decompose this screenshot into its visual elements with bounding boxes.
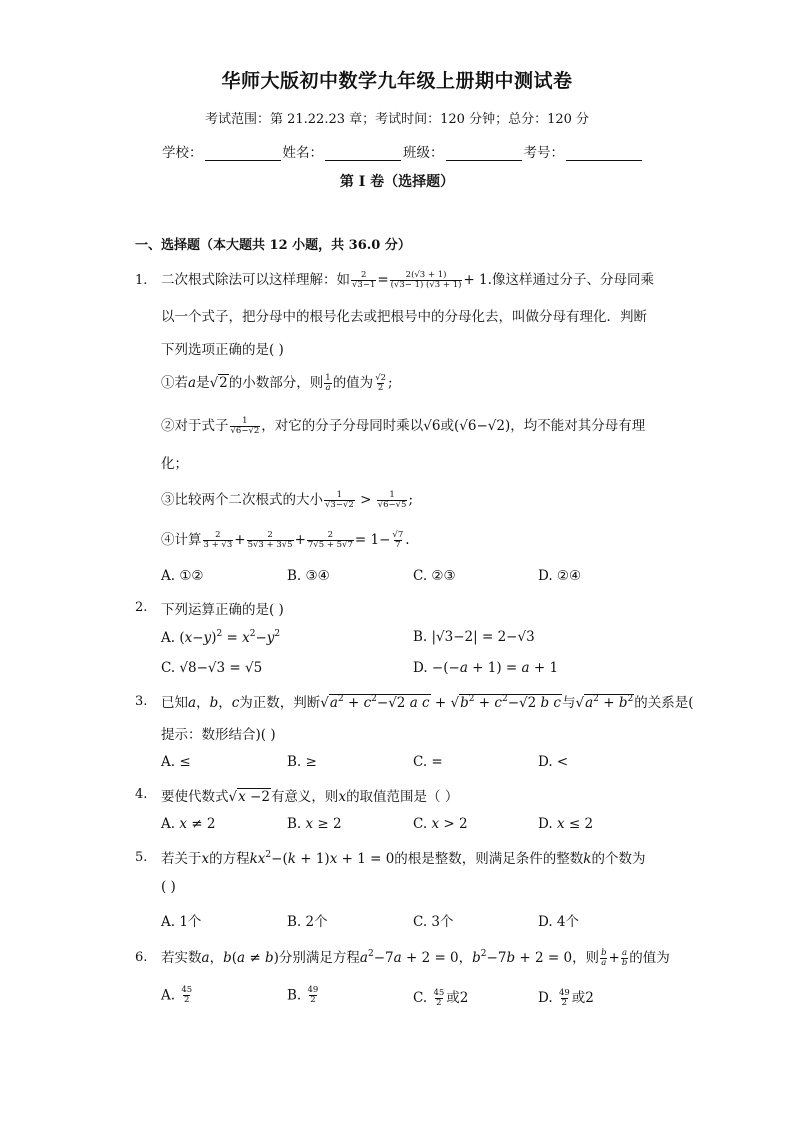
- q4-option-b[interactable]: B. x ≥ 2: [287, 816, 342, 832]
- q4-option-d[interactable]: D. x ≤ 2: [538, 816, 594, 832]
- q6-text-4: 的值为: [629, 950, 670, 966]
- question-1-number: 1.: [135, 273, 148, 288]
- q3-option-a[interactable]: A. ≤: [161, 754, 191, 770]
- q1-s1-text-4: 的值为: [332, 375, 374, 391]
- q4-option-a[interactable]: A. x ≠ 2: [161, 816, 216, 832]
- school-field[interactable]: [205, 147, 281, 161]
- name-field[interactable]: [325, 147, 401, 161]
- q1-s2-text: ②对于式子: [161, 418, 229, 434]
- q1-option-c[interactable]: C. ②③: [413, 568, 456, 584]
- q6-option-b[interactable]: B. $\frac{49}{2}$: [287, 985, 319, 1006]
- q5-option-c[interactable]: C. 3个: [413, 914, 454, 930]
- question-1-statement-3: ③比较两个二次根式的大小 $\frac{1}{√3-√2}$ > $\frac{1}{√6-√5}$ ;: [161, 489, 414, 510]
- question-4-stem: 要使代数式√x −2有意义，则x的取值范围是（ ）: [161, 789, 459, 805]
- q4-text-3: 的取值范围是（ ）: [346, 789, 459, 805]
- q1-option-d[interactable]: D. ②④: [538, 568, 582, 584]
- q3-text-4: 的关系是(: [634, 695, 694, 711]
- student-info-row: [162, 141, 644, 161]
- q2-option-a[interactable]: A. $(x-y)^2 = x^2-y^2$: [161, 629, 281, 646]
- q5-option-d[interactable]: D. 4个: [538, 914, 580, 930]
- q4-text-2: 有意义，则: [270, 789, 339, 805]
- q5-option-a[interactable]: A. 1个: [161, 914, 202, 930]
- q1-s2-text-2: ，对它的分子分母同时乘以: [261, 418, 424, 434]
- question-4-number: 4.: [135, 787, 148, 802]
- question-1-statement-4: ④计算 $\frac{2}{3 + √3}$ + $\frac{2}{5√3 + 3√5}$ + $\frac{2}{7√5 + 5√7}$ = 1− $\frac{√7}{7}$ .: [161, 529, 410, 550]
- name-label: 姓名：: [282, 145, 323, 161]
- q6-option-d[interactable]: D. $\frac{49}{2}$ 或2: [538, 987, 594, 1008]
- question-1-line-1: 二次根式除法可以这样理解：如 $\frac{2}{√3-1}$ = $\frac{2(√3 + 1)}{(√3- 1) (√3 + 1)}$ + 1.像这样通过分子、分母同乘: [161, 269, 654, 290]
- q1-s4-text: ④计算: [161, 532, 202, 548]
- q6-option-d-or: 或2: [571, 990, 594, 1006]
- q3-text: 已知: [161, 695, 188, 711]
- question-1-line-2: 以一个式子，把分母中的根号化去或把根号中的分母化去，叫做分母有理化．判断: [161, 309, 647, 325]
- q5-text: 若关于: [161, 851, 202, 867]
- school-label: 学校：: [162, 145, 203, 161]
- question-1-line-3: 下列选项正确的是( ): [161, 342, 284, 358]
- q5-text-4: 的个数为: [591, 851, 646, 867]
- q3-text-2: 为正数，判断: [239, 695, 321, 711]
- q4-option-c[interactable]: C. x > 2: [413, 816, 468, 832]
- question-3-number: 3.: [135, 694, 148, 709]
- q3-text-3: 与: [562, 695, 576, 711]
- class-field[interactable]: [446, 147, 522, 161]
- q6-text: 若实数: [161, 950, 202, 966]
- question-5-line-2: ( ): [161, 879, 176, 895]
- exam-title: 华师大版初中数学九年级上册期中测试卷: [221, 70, 573, 92]
- q5-text-2: 的方程: [209, 851, 250, 867]
- q6-option-c-or: 或2: [446, 990, 469, 1006]
- q5-text-3: 的根是整数，则满足条件的整数: [394, 851, 584, 867]
- class-label: 班级：: [403, 145, 444, 161]
- question-1-statement-2: ②对于式子 $\frac{1}{√6-√2}$ ，对它的分子分母同时乘以√6或(√6−√2)，均不能对其分母有理: [161, 415, 646, 436]
- q2-option-d[interactable]: D. −(−a + 1) = a + 1: [413, 660, 559, 676]
- question-6-stem: 若实数a，b(a ≠ b)分别满足方程$a^2-7a + 2 = 0$，$b^2-7b + 2 = 0$，则 $\frac{b}{a}$ + $\frac{a}{b}$ 的值为: [161, 947, 670, 968]
- q1-option-b[interactable]: B. ③④: [287, 568, 330, 584]
- question-3-line-2: 提示：数形结合)( ): [161, 727, 276, 743]
- q1-fraction: $\frac{2}{√3-1}$: [352, 269, 376, 290]
- q1-s2-text-3: 或: [440, 418, 454, 434]
- question-6-number: 6.: [135, 950, 148, 965]
- question-2-stem: 下列运算正确的是( ): [161, 602, 284, 618]
- q2-option-b[interactable]: B. |√3−2| = 2−√3: [413, 629, 535, 645]
- q2-option-c[interactable]: C. √8−√3 = √5: [161, 660, 263, 676]
- q1-s1-text-3: 的小数部分，则: [228, 375, 324, 391]
- question-1-statement-1: ①若a是√2的小数部分，则 $\frac{1}{a}$ 的值为 $\frac{√2}{2}$ ;: [161, 372, 393, 393]
- number-label: 考号：: [523, 145, 564, 161]
- q3-option-d[interactable]: D. <: [538, 754, 569, 770]
- q6-option-a[interactable]: A. $\frac{45}{2}$: [161, 985, 193, 1006]
- question-5-number: 5.: [135, 850, 148, 865]
- section-title: 一、选择题（本大题共 12 小题，共 36.0 分）: [135, 238, 411, 253]
- q1-s1-text-2: 是: [196, 375, 210, 391]
- q1-option-a[interactable]: A. ①②: [161, 568, 204, 584]
- q1-s1-text: ①若: [161, 375, 188, 391]
- number-field[interactable]: [566, 147, 642, 161]
- q1-s2-text-4: ，均不能对其分母有理: [510, 418, 646, 434]
- question-1-statement-2-cont: 化；: [161, 456, 188, 472]
- part-title: 第 I 卷（选择题）: [339, 174, 455, 190]
- q4-text: 要使代数式: [161, 789, 229, 805]
- q5-option-b[interactable]: B. 2个: [287, 914, 328, 930]
- exam-subtitle: 考试范围：第 21.22.23 章；考试时间：120 分钟；总分：120 分: [204, 112, 590, 127]
- q3-option-c[interactable]: C. =: [413, 754, 443, 770]
- q6-text-3: ，则: [572, 950, 600, 966]
- q1-intro-text: 二次根式除法可以这样理解：如: [161, 272, 350, 288]
- q1-s3-text: ③比较两个二次根式的大小: [161, 492, 323, 508]
- question-2-number: 2.: [135, 600, 148, 615]
- q6-option-c[interactable]: C. $\frac{45}{2}$ 或2: [413, 987, 469, 1008]
- question-3-line-1: 已知a，b，c为正数，判断$√a^2 + c^2-√2$ a $c + √b^2 + c^2-√2$ b c与$√a^2 + b^2$的关系是(: [161, 694, 694, 711]
- q1-intro-text-2: .像这样通过分子、分母同乘: [487, 272, 654, 288]
- q6-text-2: 分别满足方程: [278, 950, 360, 966]
- question-5-line-1: 若关于x的方程$kx^2-(k + 1)x + 1 = 0$的根是整数，则满足条件的整数k的个数为: [161, 850, 646, 867]
- q3-option-b[interactable]: B. ≥: [287, 754, 317, 770]
- q1-fraction-expanded: $\frac{2(√3 + 1)}{(√3- 1) (√3 + 1)}$: [390, 269, 462, 290]
